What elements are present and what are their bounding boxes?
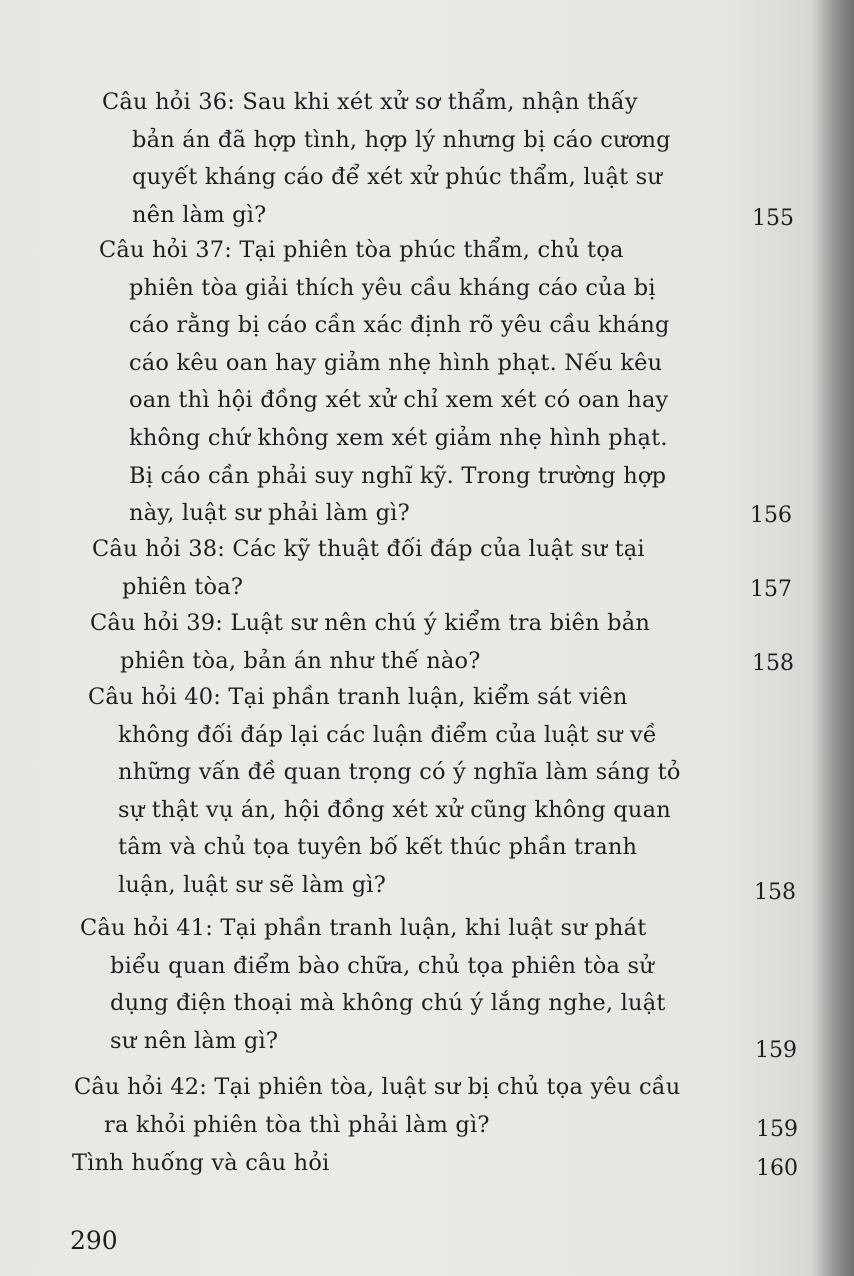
toc-line: Câu hỏi 40: Tại phần tranh luận, kiểm sát viên bbox=[88, 684, 628, 710]
toc-line: Bị cáo cần phải suy nghĩ kỹ. Trong trường hợp bbox=[129, 462, 667, 489]
toc-entry-37 bbox=[99, 232, 670, 533]
toc-line: này, luật sư phải làm gì? bbox=[129, 500, 410, 527]
toc-line: Câu hỏi 39: Luật sư nên chú ý kiểm tra biên bản bbox=[90, 610, 651, 636]
toc-line: không đối đáp lại các luận điểm của luật sư về bbox=[118, 721, 657, 748]
toc-page-number: 159 bbox=[755, 1038, 797, 1063]
toc-line: Câu hỏi 38: Các kỹ thuật đối đáp của luật sư tại bbox=[92, 536, 645, 562]
toc-entry-40 bbox=[88, 679, 681, 905]
toc-line: những vấn đề quan trọng có ý nghĩa làm sáng tỏ bbox=[118, 759, 681, 786]
toc-line: Câu hỏi 37: Tại phiên tòa phúc thẩm, chủ tọa bbox=[99, 237, 624, 263]
toc-page-number: 158 bbox=[754, 880, 796, 905]
bleed-through-text bbox=[694, 90, 814, 1190]
toc-page-number: 158 bbox=[752, 651, 794, 676]
toc-line: bản án đã hợp tình, hợp lý nhưng bị cáo cương bbox=[132, 126, 671, 153]
toc-line: sư nên làm gì? bbox=[110, 1027, 279, 1054]
toc-line: Câu hỏi 36: Sau khi xét xử sơ thẩm, nhận thấy bbox=[102, 89, 638, 115]
page-folio-number: 290 bbox=[70, 1226, 118, 1255]
toc-line: cáo rằng bị cáo cần xác định rõ yêu cầu kháng bbox=[129, 312, 670, 339]
toc-line: luận, luật sư sẽ làm gì? bbox=[118, 871, 386, 898]
toc-page-number: 157 bbox=[750, 577, 792, 602]
toc-entry-42 bbox=[74, 1069, 680, 1144]
toc-line: Câu hỏi 41: Tại phần tranh luận, khi luật sư phát bbox=[80, 915, 647, 941]
toc-line: sự thật vụ án, hội đồng xét xử cũng không quan bbox=[118, 796, 671, 823]
toc-line: ra khỏi phiên tòa thì phải làm gì? bbox=[104, 1111, 490, 1138]
toc-line: phiên tòa? bbox=[122, 573, 244, 600]
toc-entry-38 bbox=[92, 531, 645, 606]
toc-entry-situations bbox=[72, 1145, 330, 1183]
toc-line: cáo kêu oan hay giảm nhẹ hình phạt. Nếu kêu bbox=[129, 349, 663, 376]
toc-line: Câu hỏi 42: Tại phiên tòa, luật sư bị chủ tọa yêu cầu bbox=[74, 1074, 681, 1100]
toc-line: phiên tòa giải thích yêu cầu kháng cáo của bị bbox=[129, 274, 656, 301]
toc-line: Tình huống và câu hỏi bbox=[72, 1150, 330, 1176]
toc-line: tâm và chủ tọa tuyên bố kết thúc phần tranh bbox=[118, 834, 638, 861]
toc-entry-41 bbox=[80, 910, 666, 1060]
toc-entry-36 bbox=[102, 84, 671, 234]
toc-page-number: 159 bbox=[756, 1117, 798, 1142]
toc-line: oan thì hội đồng xét xử chỉ xem xét có oan hay bbox=[129, 387, 669, 414]
toc-entry-39 bbox=[90, 605, 650, 680]
toc-line: phiên tòa, bản án như thế nào? bbox=[120, 647, 481, 674]
toc-page-number: 155 bbox=[752, 206, 794, 231]
toc-line: nên làm gì? bbox=[132, 201, 267, 228]
toc-line: không chứ không xem xét giảm nhẹ hình phạt. bbox=[129, 424, 668, 451]
toc-page-number: 160 bbox=[756, 1156, 798, 1181]
toc-line: biểu quan điểm bào chữa, chủ tọa phiên tòa sử bbox=[110, 952, 654, 979]
toc-line: quyết kháng cáo để xét xử phúc thẩm, luật sư bbox=[132, 164, 663, 191]
toc-page-number: 156 bbox=[750, 503, 792, 528]
toc-line: dụng điện thoại mà không chú ý lắng nghe, luật bbox=[110, 990, 666, 1017]
